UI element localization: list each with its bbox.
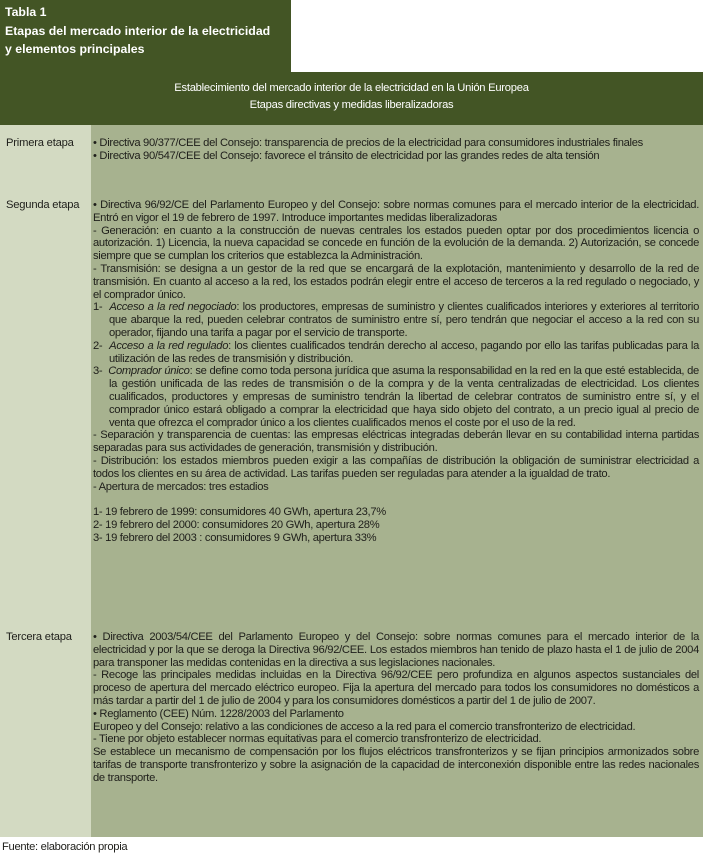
table-title-box: [0, 0, 291, 72]
content-line: - Generación: en cuanto a la construcción de nuevas centrales los estados pueden optar por dos procedimientos licencia o autorización. 1) Licencia, la nueva capacidad se concede en función de la evolución de la demanda. 2) Autorización, se concede siempre que se cumplan los criterios que establezca la Administración.: [93, 224, 699, 263]
access-item: [93, 301, 699, 339]
content-line: - Transmisión: se designa a un gestor de la red que se encargará de la explotación, mantenimiento y desarrollo de la red de transmisión. En cuanto al acceso a la red, los estados podrán elegir entre el acceso de terceros a la red regulado o negociado, y el comprador único.: [93, 262, 699, 301]
access-item-number: 3-: [93, 365, 103, 378]
access-item-text: : se define como toda persona jurídica que asuma la responsabilidad en la red en la que esté establecida, de la gestión unificada de las redes de transmisión o de la compra y de la venta centralizadas de electricidad. Los clientes cualificados, productores y empresas de suministro tendrán la libertad de celebrar contratos de suministro entre sí, y el comprador único estará obligado a comprar la electricidad que haya sido objeto del contrato, a un precio igual al precio de venta que ofrezca el comprador único a los clientes cualificados menos el coste por el uso de la red.: [109, 365, 699, 429]
content-line: Europeo y del Consejo: relativo a las condiciones de acceso a la red para el comercio transfronterizo de electricidad.: [93, 720, 636, 733]
content-line: • Reglamento (CEE) Núm. 1228/2003 del Parlamento: [93, 707, 344, 720]
content-line: • Directiva 90/547/CEE del Consejo: favorece el tránsito de electricidad por las grandes redes de alta tensión: [93, 149, 600, 162]
stages-table: [0, 125, 703, 837]
stage-content: [91, 125, 703, 187]
table-header: [0, 72, 703, 125]
content-line: • Directiva 96/92/CE del Parlamento Europeo y del Consejo: sobre normas comunes para el mercado interior de la electricidad. Entró en vigor el 19 de febrero de 1997. Introduce importantes medidas liberalizadoras: [93, 199, 699, 224]
content-line: Se establece un mecanismo de compensación por los flujos eléctricos transfronterizos y se fijan principios armonizados sobre tarifas de transporte transfronterizo y sobre la asignación de la capacidad de interconexión disponible entre las redes nacionales de transporte.: [93, 746, 699, 784]
header-line-2: Etapas directivas y medidas liberalizadoras: [249, 98, 454, 111]
access-item-number: 2-: [93, 339, 103, 352]
access-item: [93, 340, 699, 366]
content-line: • Directiva 90/377/CEE del Consejo: transparencia de precios de la electricidad para consumidores industriales finales: [93, 137, 643, 149]
content-line: - Distribución: los estados miembros pueden exigir a las compañías de distribución la obligación de suministrar electricidad a todos los clientes en su área de actividad. Las tarifas pueden ser reguladas para atender a la igualdad de trato.: [93, 454, 699, 480]
table-row-segunda-etapa: [0, 187, 703, 619]
header-line-1: Establecimiento del mercado interior de la electricidad en la Unión Europea: [174, 82, 529, 94]
access-item-text: : los productores, empresas de suministro y clientes cualificados interiores y exteriores al territorio que abarque la red, pueden celebrar contratos de suministro entre sí, pero tendrán que negociar el acceso a la red con su operador, fijando una tarifa a pagar por el servicio de transporte.: [109, 301, 699, 339]
table-number: Tabla 1: [5, 5, 47, 19]
table-row-tercera-etapa: [0, 619, 703, 837]
content-line: - Apertura de mercados: tres estadios: [93, 480, 269, 493]
content-line: - Recoge las principales medidas incluidas en la Directiva 96/92/CEE pero profundiza en algunos aspectos sustanciales del proceso de apertura del mercado eléctrico europeo. Fija la apertura del mercado para todos los consumidores no domésticos a más tardar a partir del 1 de julio de 2004 y para los consumidores domésticos a partir del 1 de julio de 2007.: [93, 669, 699, 707]
stage-label: Primera etapa: [0, 125, 91, 187]
opening-stage: 3- 19 febrero del 2003 : consumidores 9 GWh, apertura 33%: [93, 531, 377, 544]
stage-label: Tercera etapa: [0, 619, 91, 837]
table-title-line-1: Etapas del mercado interior de la electricidad: [5, 23, 271, 38]
content-line: - Separación y transparencia de cuentas: las empresas eléctricas integradas deberán llevar en su contabilidad interna partidas separadas para sus actividades de generación, transmisión y distribución.: [93, 429, 699, 455]
access-item-term: Acceso a la red negociado: [109, 301, 237, 314]
stage-content: [91, 187, 703, 619]
access-item-text: : los clientes cualificados tendrán derecho al acceso, pagando por ello las tarifas publicadas para la utilización de las redes de transmisión y distribución.: [109, 339, 700, 365]
access-item-term: Acceso a la red regulado: [109, 339, 229, 352]
access-item-term: Comprador único: [108, 365, 190, 378]
spacer: [93, 493, 699, 506]
content-line: • Directiva 2003/54/CEE del Parlamento Europeo y del Consejo: sobre normas comunes para el mercado interior de la electricidad y por la que se deroga la Directiva 96/92/CEE. Los estados miembros han tenido de plazo hasta el 1 de julio de 2004 para transponer las medidas contenidas en la directiva a sus legislaciones nacionales.: [93, 631, 699, 669]
opening-stage: 1- 19 febrero de 1999: consumidores 40 GWh, apertura 23,7%: [93, 506, 386, 519]
content-line: - Tiene por objeto establecer normas equitativas para el comercio transfronterizo de electricidad.: [93, 733, 542, 746]
access-item-number: 1-: [93, 301, 103, 314]
opening-stage: 2- 19 febrero del 2000: consumidores 20 GWh, apertura 28%: [93, 518, 380, 531]
access-item: [93, 365, 699, 429]
stage-label: Segunda etapa: [0, 187, 91, 619]
table-title-line-2: y elementos principales: [5, 42, 145, 56]
source-note: Fuente: elaboración propia: [2, 841, 128, 853]
table-row-primera-etapa: [0, 125, 703, 187]
stage-content: [91, 619, 703, 837]
